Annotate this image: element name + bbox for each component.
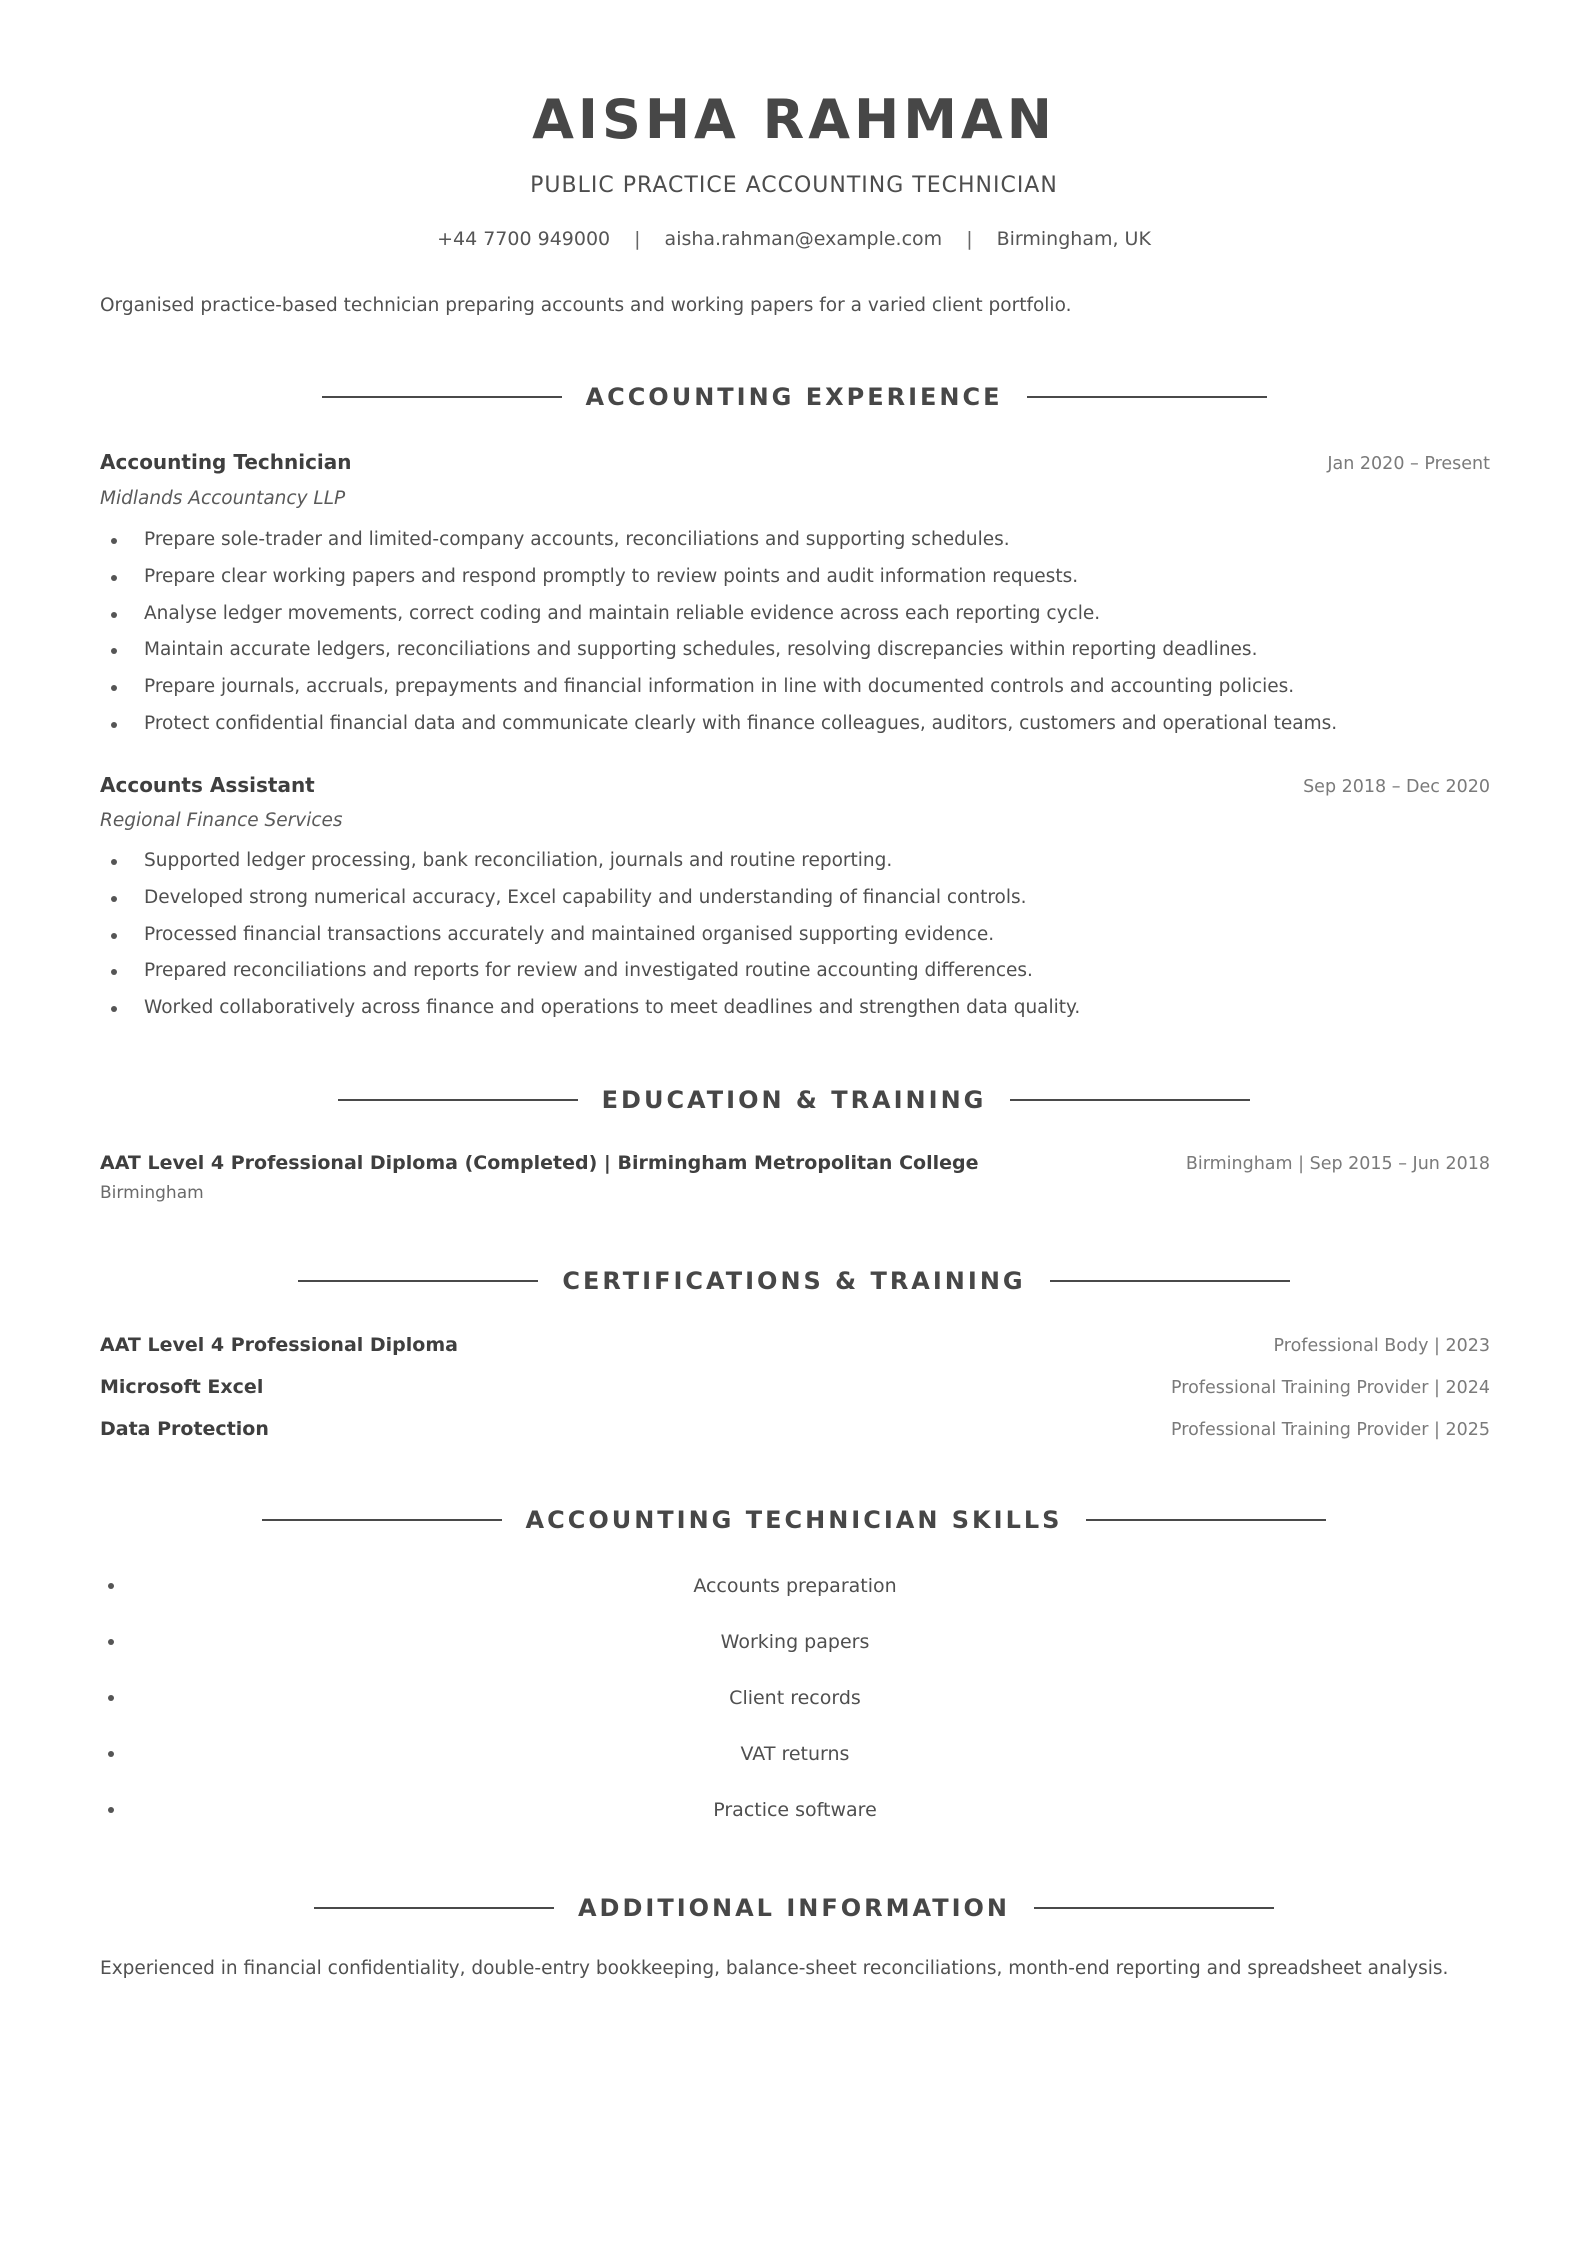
heading-rule — [1050, 1280, 1290, 1282]
job-role: Accounting Technician — [100, 450, 352, 474]
education-location: Birmingham — [100, 1183, 204, 1203]
certification-meta: Professional Training Provider | 2025 — [1171, 1420, 1490, 1440]
bullet-item: Prepare clear working papers and respond promptly to review points and audit information requests. — [100, 559, 1490, 596]
section-title: ADDITIONAL INFORMATION — [577, 1894, 1011, 1922]
heading-rule — [262, 1519, 502, 1521]
bullet-item: Supported ledger processing, bank reconciliation, journals and routine reporting. — [100, 843, 1490, 880]
location: Birmingham, UK — [996, 228, 1151, 250]
section-title: CERTIFICATIONS & TRAINING — [562, 1267, 1026, 1295]
job-header — [100, 450, 1490, 474]
bullet-item: Worked collaboratively across finance and operations to meet deadlines and strengthen data quality. — [100, 990, 1490, 1027]
section-heading-certifications — [0, 1261, 1588, 1301]
education-meta: Birmingham | Sep 2015 – Jun 2018 — [1185, 1154, 1490, 1174]
email-address: aisha.rahman@example.com — [664, 228, 943, 250]
job-dates: Sep 2018 – Dec 2020 — [1303, 777, 1490, 797]
qualification: AAT Level 4 Professional Diploma (Completed) | Birmingham Metropolitan College — [100, 1152, 979, 1174]
section-heading-additional — [0, 1888, 1588, 1928]
job-bullets — [100, 522, 1490, 743]
bullet-item: Prepare sole-trader and limited-company accounts, reconciliations and supporting schedules. — [100, 522, 1490, 559]
skill-item: Working papers — [100, 1614, 1490, 1670]
bullet-item: Protect confidential financial data and communicate clearly with finance colleagues, auditors, customers and operational teams. — [100, 706, 1490, 743]
heading-rule — [1086, 1519, 1326, 1521]
skill-item: Practice software — [100, 1782, 1490, 1838]
company-name: Regional Finance Services — [100, 810, 343, 831]
heading-rule — [298, 1280, 538, 1282]
skills-list — [100, 1558, 1490, 1838]
heading-rule — [1034, 1907, 1274, 1909]
certification-name: Data Protection — [100, 1418, 269, 1440]
heading-rule — [1027, 396, 1267, 398]
section-heading-education — [0, 1080, 1588, 1120]
additional-information: Experienced in financial confidentiality, double-entry bookkeeping, balance-sheet reconciliations, month-end reporting and spreadsheet analysis. — [100, 1958, 1449, 1979]
candidate-name: AISHA RAHMAN — [532, 88, 1056, 151]
certification-meta: Professional Training Provider | 2024 — [1171, 1378, 1490, 1398]
heading-rule — [314, 1907, 554, 1909]
certification-name: AAT Level 4 Professional Diploma — [100, 1334, 458, 1356]
bullet-item: Developed strong numerical accuracy, Excel capability and understanding of financial controls. — [100, 880, 1490, 917]
contact-separator: | — [634, 228, 641, 250]
skill-item: Accounts preparation — [100, 1558, 1490, 1614]
bullet-item: Analyse ledger movements, correct coding and maintain reliable evidence across each reporting cycle. — [100, 596, 1490, 633]
bullet-item: Prepared reconciliations and reports for review and investigated routine accounting differences. — [100, 953, 1490, 990]
education-entry — [100, 1152, 1490, 1174]
contact-line — [0, 228, 1588, 250]
section-title: ACCOUNTING EXPERIENCE — [585, 383, 1003, 411]
job-bullets — [100, 843, 1490, 1027]
job-dates: Jan 2020 – Present — [1327, 454, 1490, 474]
bullet-item: Maintain accurate ledgers, reconciliations and supporting schedules, resolving discrepancies within reporting deadlines. — [100, 632, 1490, 669]
skill-item: VAT returns — [100, 1726, 1490, 1782]
certification-item — [100, 1376, 1490, 1398]
job-header — [100, 773, 1490, 797]
section-heading-skills — [0, 1500, 1588, 1540]
section-title: ACCOUNTING TECHNICIAN SKILLS — [525, 1506, 1063, 1534]
certification-meta: Professional Body | 2023 — [1273, 1336, 1490, 1356]
bullet-item: Processed financial transactions accurately and maintained organised supporting evidence. — [100, 917, 1490, 954]
certification-item — [100, 1334, 1490, 1356]
profile-summary: Organised practice-based technician preparing accounts and working papers for a varied client portfolio. — [100, 295, 1072, 316]
company-name: Midlands Accountancy LLP — [100, 488, 346, 509]
heading-rule — [338, 1099, 578, 1101]
section-heading-experience — [0, 377, 1588, 417]
certification-item — [100, 1418, 1490, 1440]
contact-separator: | — [966, 228, 973, 250]
heading-rule — [1010, 1099, 1250, 1101]
section-title: EDUCATION & TRAINING — [601, 1086, 987, 1114]
certification-name: Microsoft Excel — [100, 1376, 264, 1398]
phone-number: +44 7700 949000 — [437, 228, 611, 250]
heading-rule — [322, 396, 562, 398]
job-title: PUBLIC PRACTICE ACCOUNTING TECHNICIAN — [530, 173, 1058, 198]
bullet-item: Prepare journals, accruals, prepayments and financial information in line with documented controls and accounting policies. — [100, 669, 1490, 706]
job-role: Accounts Assistant — [100, 773, 315, 797]
skill-item: Client records — [100, 1670, 1490, 1726]
